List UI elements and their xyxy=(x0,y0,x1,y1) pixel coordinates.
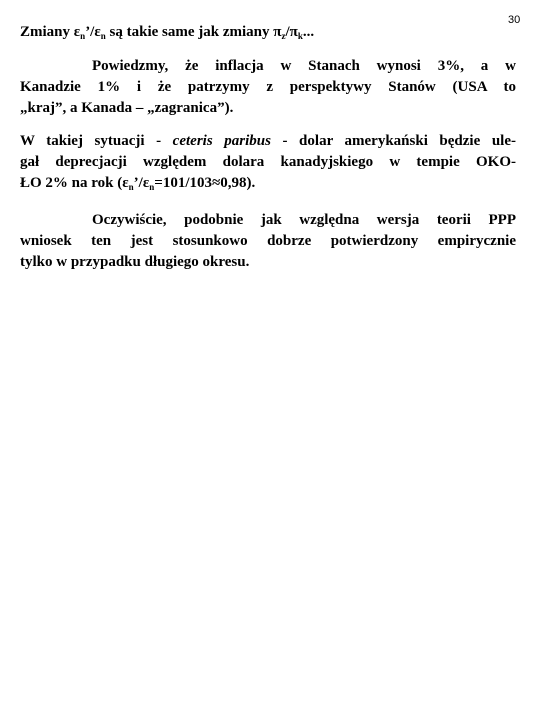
paragraph1-line2: Kanadzie 1% i że patrzymy z perspektywy Stanów (USA to xyxy=(20,79,516,95)
paragraph2-line3-a: ŁO 2% na rok (ε xyxy=(20,175,129,191)
paragraph2-line2: gał deprecjacji względem dolara kanadyjskiego w tempie OKO- xyxy=(20,154,516,170)
paragraph-inflation-example xyxy=(20,56,516,119)
paragraph2-line3-c: =101/103≈0,98). xyxy=(154,175,256,191)
paragraph-depreciation xyxy=(20,131,516,198)
paragraph3-line2: wniosek ten jest stosunkowo dobrze potwierdzony empirycznie xyxy=(20,233,516,249)
paragraph3-line3: tylko w przypadku długiego okresu. xyxy=(20,254,250,270)
paragraph2-line1-a: W takiej sytuacji - xyxy=(20,133,173,149)
heading-sub-n1: n xyxy=(80,31,86,41)
paragraph3-line1: Oczywiście, podobnie jak względna wersja teorii PPP xyxy=(92,212,516,228)
heading-rest: są takie same jak zmiany π xyxy=(105,24,282,40)
page-number: 30 xyxy=(508,14,521,26)
paragraph1-line1: Powiedzmy, że inflacja w Stanach wynosi 3%, a w xyxy=(92,58,516,74)
heading-sub-n2: n xyxy=(100,31,106,41)
paragraph2-line1 xyxy=(20,131,516,152)
paragraph2-line3-sub1: n xyxy=(128,182,134,192)
heading-ellipsis: ... xyxy=(302,24,315,40)
paragraph2-line3-sub2: n xyxy=(149,182,155,192)
heading-mid: ’/ε xyxy=(85,24,101,40)
paragraph2-line3-b: ’/ε xyxy=(133,175,150,191)
heading-prefix: Zmiany ε xyxy=(20,24,81,40)
ceteris-paribus-italic: ceteris paribus xyxy=(172,133,271,149)
paragraph2-line1-b: - dolar amerykański będzie ule- xyxy=(270,133,516,149)
paragraph2-line3 xyxy=(20,173,516,198)
paragraph1-line3: „kraj”, a Kanada – „zagranica”). xyxy=(20,100,234,116)
heading-slash: /π xyxy=(285,24,298,40)
paragraph-ppp-conclusion xyxy=(20,210,516,273)
heading-sub-k: k xyxy=(297,31,303,41)
heading-sub-z: z xyxy=(281,31,286,41)
slide-heading xyxy=(20,24,314,41)
